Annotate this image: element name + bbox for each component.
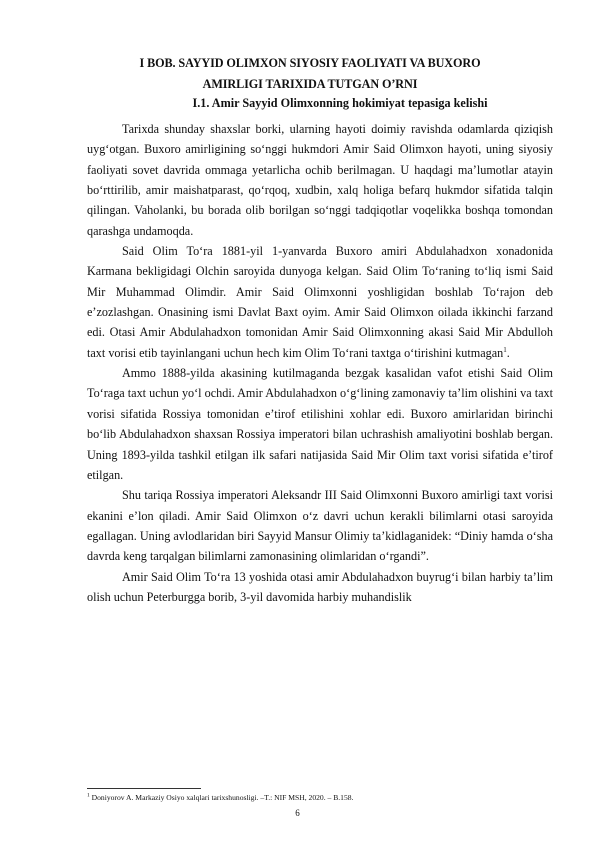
footnote-divider [87,788,201,789]
paragraph-5: Amir Said Olim To‘ra 13 yoshida otasi amir Abdulahadxon buyrug‘i bilan harbiy ta’lim olish uchun Peterburgga borib, 3-yil davomida harbiy muhandislik [87,569,553,604]
paragraph-2-tail: . [506,345,510,360]
page-number: 6 [295,808,300,818]
footnote-text: Doniyorov A. Markaziy Osiyo xalqlari tarixshunosligi. –T.: NIF MSH, 2020. – B.158. [89,793,354,802]
paragraph-3: Ammo 1888-yilda akasining kutilmaganda bezgak kasalidan vafot etishi Said Olim To‘raga taxt uchun yo‘l ochdi. Amir Abdulahadxon o‘g‘lining zamonaviy ta’lim olishini va taxt vorisi sifatida Rossiya tomonidan e’tirof etilishini xohlar edi. Buxoro amirlaridan birinchi bo‘lib Abdulahadxon shaxsan Rossiya imperatori bilan uchrashish amaliyotini boshlab bergan. Uning 1893-yilda tashkil etilgan ilk safari natijasida Said Mir Olim taxt vorisi sifatida e’tirof etilgan. [87,366,553,482]
footnote-reference[interactable]: 1 [503,345,507,354]
paragraph-2-text: Said Olim To‘ra 1881-yil 1-yanvarda Buxoro amiri Abdulahadxon xonadonida Karmana bekligidagi Olchin saroyida dunyoga kelgan. Said Olim To‘raning to‘liq ismi Said Mir Muhammad Olimdir. Amir Said Olimxonni yoshligidan boshlab To‘rajon deb e’zozlashgan. Onasining ismi Davlat Baxt oyim. Amir Said Olimxon oilada ikkinchi farzand edi. Otasi Amir Abdulahadxon tomonidan Amir Said Olimxonning akasi Said Mir Abdulloh taxt vorisi etib tayinlangani uchun hech kim Olim To‘rani taxtga o‘tirishini kutmagan [87,244,553,360]
footnote [87,792,553,803]
chapter-title [100,53,520,94]
paragraph-1: Tarixda shunday shaxslar borki, ularning hayoti doimiy ravishda odamlarda qiziqish uyg‘otgan. Buxoro amirligining so‘nggi hukmdori Amir Said Olimxon hayoti, uning siyosiy faoliyati sovet davrida ommaga yetarlicha ochib berilmagan. U haqdagi ma’lumotlar atayin bo‘rttirilib, amir maishatparast, qo‘rqoq, xudbin, xalq holiga befarq hukmdor sifatida talqin qilingan. Vaholanki, bu borada olib borilgan so‘nggi tadqiqotlar voqelikka boshqa tomondan qarashga undamoqda. [87,122,553,238]
paragraph-4: Shu tariqa Rossiya imperatori Aleksandr III Said Olimxonni Buxoro amirligi taxt vorisi ekanini e’lon qiladi. Amir Said Olimxon o‘z davri uchun kerakli bilimlarni otasi saroyida egallagan. Uning avlodlaridan biri Sayyid Mansur Olimiy ta’kidlaganidek: “Diniy hamda o‘sha davrda keng tarqalgan bilimlarni zamonasining olimlaridan o‘rgandi”. [87,488,553,564]
chapter-title-line-2: AMIRLIGI TARIXIDA TUTGAN O’RNI [202,76,418,91]
chapter-title-line-1: I BOB. SAYYID OLIMXON SIYOSIY FAOLIYATI VA BUXORO [139,56,481,70]
section-title: I.1. Amir Sayyid Olimxonning hokimiyat tepasiga kelishi [192,96,488,110]
footnote-mark: 1 [87,792,90,799]
body-text [87,119,553,607]
paragraph-2 [87,241,553,363]
